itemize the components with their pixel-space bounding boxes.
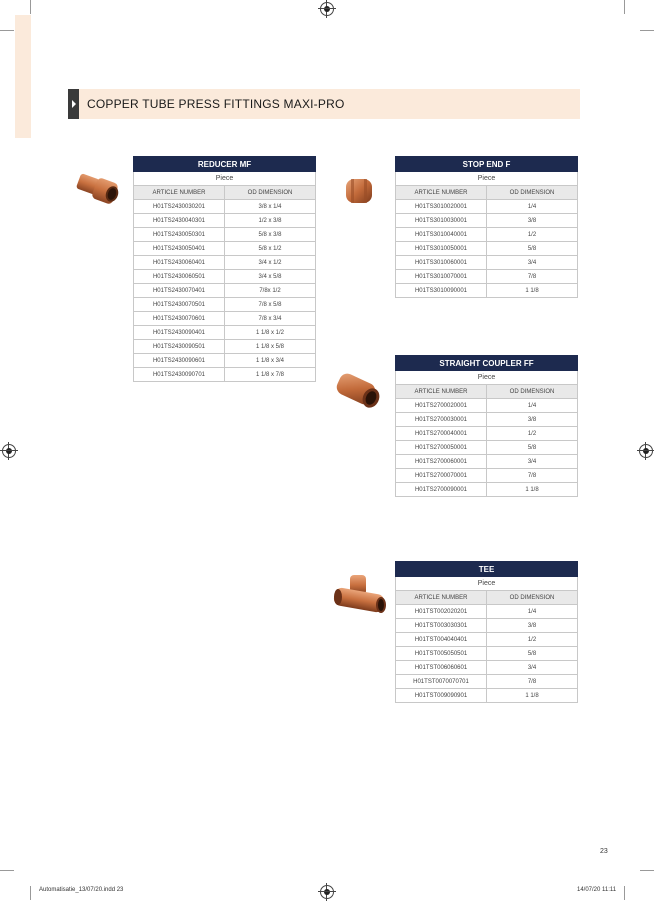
table-row	[134, 354, 316, 368]
od-dimension-cell: 1/2	[487, 228, 578, 242]
crop-mark	[640, 30, 654, 31]
registration-mark-icon	[320, 2, 334, 16]
article-number-cell: H01TS2430070501	[134, 298, 225, 312]
stop-end-f-table	[395, 156, 578, 298]
tee-fitting-image	[332, 573, 388, 615]
table-row	[396, 469, 578, 483]
table-row	[396, 200, 578, 214]
od-dimension-cell: 3/4 x 5/8	[225, 270, 316, 284]
tee-table	[395, 561, 578, 703]
unit-label: Piece	[396, 577, 578, 591]
od-dimension-cell: 1 1/8	[487, 483, 578, 497]
od-dimension-cell: 1/4	[487, 605, 578, 619]
footer-file-label: Automatisatie_13/07/20.indd 23	[39, 887, 124, 893]
table-row	[134, 256, 316, 270]
registration-mark-icon	[2, 444, 16, 458]
table-row	[134, 368, 316, 382]
table-row	[396, 661, 578, 675]
crop-mark	[624, 886, 625, 900]
chevron-right-icon	[68, 89, 79, 119]
od-dimension-cell: 1 1/8	[487, 284, 578, 298]
article-number-cell: H01TS2700060001	[396, 455, 487, 469]
table-row	[396, 427, 578, 441]
table-title: STRAIGHT COUPLER FF	[396, 356, 578, 371]
table-row	[134, 312, 316, 326]
column-header-dimension: OD DIMENSION	[487, 591, 578, 605]
article-number-cell: H01TS3010070001	[396, 270, 487, 284]
table-row	[396, 633, 578, 647]
od-dimension-cell: 5/8 x 3/8	[225, 228, 316, 242]
table-row	[396, 256, 578, 270]
od-dimension-cell: 1 1/8 x 3/4	[225, 354, 316, 368]
section-banner	[68, 89, 580, 119]
od-dimension-cell: 7/8	[487, 270, 578, 284]
article-number-cell: H01TS2700070001	[396, 469, 487, 483]
table-row	[396, 214, 578, 228]
unit-label: Piece	[396, 371, 578, 385]
column-header-dimension: OD DIMENSION	[487, 186, 578, 200]
column-header-article: ARTICLE NUMBER	[396, 591, 487, 605]
reducer-fitting-image	[76, 170, 122, 206]
table-row	[396, 399, 578, 413]
article-number-cell: H01TS3010060001	[396, 256, 487, 270]
table-row	[396, 689, 578, 703]
table-row	[396, 242, 578, 256]
od-dimension-cell: 5/8	[487, 647, 578, 661]
table-row	[396, 483, 578, 497]
article-number-cell: H01TS2700090001	[396, 483, 487, 497]
article-number-cell: H01TS3010020001	[396, 200, 487, 214]
article-number-cell: H01TS2430040301	[134, 214, 225, 228]
od-dimension-cell: 7/8	[487, 675, 578, 689]
stop-end-fitting-image	[343, 177, 375, 205]
article-number-cell: H01TS2430050401	[134, 242, 225, 256]
od-dimension-cell: 7/8 x 5/8	[225, 298, 316, 312]
table-row	[396, 675, 578, 689]
article-number-cell: H01TS3010090001	[396, 284, 487, 298]
od-dimension-cell: 5/8	[487, 441, 578, 455]
od-dimension-cell: 1/4	[487, 200, 578, 214]
table-row	[134, 228, 316, 242]
column-header-article: ARTICLE NUMBER	[396, 186, 487, 200]
article-number-cell: H01TS2430090501	[134, 340, 225, 354]
registration-mark-icon	[320, 885, 334, 899]
article-number-cell: H01TS2430090601	[134, 354, 225, 368]
article-number-cell: H01TST002020201	[396, 605, 487, 619]
article-number-cell: H01TS2430060501	[134, 270, 225, 284]
article-number-cell: H01TST004040401	[396, 633, 487, 647]
od-dimension-cell: 5/8 x 1/2	[225, 242, 316, 256]
article-number-cell: H01TST0070070701	[396, 675, 487, 689]
section-title: COPPER TUBE PRESS FITTINGS MAXI-PRO	[87, 97, 345, 111]
article-number-cell: H01TST006060601	[396, 661, 487, 675]
od-dimension-cell: 3/4	[487, 256, 578, 270]
od-dimension-cell: 1/2 x 3/8	[225, 214, 316, 228]
article-number-cell: H01TS2430070401	[134, 284, 225, 298]
table-row	[396, 455, 578, 469]
od-dimension-cell: 3/4 x 1/2	[225, 256, 316, 270]
table-row	[134, 200, 316, 214]
table-row	[134, 298, 316, 312]
crop-mark	[0, 30, 14, 31]
table-row	[396, 228, 578, 242]
article-number-cell: H01TST005050501	[396, 647, 487, 661]
article-number-cell: H01TS3010040001	[396, 228, 487, 242]
straight-coupler-ff-table	[395, 355, 578, 497]
od-dimension-cell: 1 1/8	[487, 689, 578, 703]
straight-coupler-fitting-image	[333, 370, 381, 412]
table-row	[396, 647, 578, 661]
unit-label: Piece	[396, 172, 578, 186]
od-dimension-cell: 7/8 x 3/4	[225, 312, 316, 326]
article-number-cell: H01TS2700020001	[396, 399, 487, 413]
table-row	[134, 214, 316, 228]
article-number-cell: H01TS3010030001	[396, 214, 487, 228]
column-header-article: ARTICLE NUMBER	[134, 186, 225, 200]
od-dimension-cell: 1/2	[487, 633, 578, 647]
article-number-cell: H01TS2430070601	[134, 312, 225, 326]
column-header-article: ARTICLE NUMBER	[396, 385, 487, 399]
article-number-cell: H01TS3010050001	[396, 242, 487, 256]
table-title: TEE	[396, 562, 578, 577]
page-number: 23	[600, 848, 608, 855]
od-dimension-cell: 3/4	[487, 661, 578, 675]
registration-mark-icon	[639, 444, 653, 458]
table-row	[134, 270, 316, 284]
table-title: REDUCER MF	[134, 157, 316, 172]
table-row	[396, 413, 578, 427]
crop-mark	[30, 0, 31, 14]
article-number-cell: H01TS2700030001	[396, 413, 487, 427]
od-dimension-cell: 1 1/8 x 7/8	[225, 368, 316, 382]
crop-mark	[30, 886, 31, 900]
od-dimension-cell: 7/8x 1/2	[225, 284, 316, 298]
reducer-mf-table	[133, 156, 316, 382]
od-dimension-cell: 7/8	[487, 469, 578, 483]
table-row	[396, 619, 578, 633]
od-dimension-cell: 1 1/8 x 5/8	[225, 340, 316, 354]
table-row	[396, 270, 578, 284]
od-dimension-cell: 3/8	[487, 413, 578, 427]
od-dimension-cell: 3/8 x 1/4	[225, 200, 316, 214]
table-row	[134, 326, 316, 340]
article-number-cell: H01TS2430090401	[134, 326, 225, 340]
footer-date-label: 14/07/20 11:11	[577, 887, 617, 893]
article-number-cell: H01TS2430090701	[134, 368, 225, 382]
column-header-dimension: OD DIMENSION	[225, 186, 316, 200]
table-row	[134, 340, 316, 354]
od-dimension-cell: 5/8	[487, 242, 578, 256]
od-dimension-cell: 3/8	[487, 619, 578, 633]
article-number-cell: H01TST009090901	[396, 689, 487, 703]
od-dimension-cell: 1/2	[487, 427, 578, 441]
side-accent-band	[15, 15, 31, 138]
table-row	[396, 605, 578, 619]
article-number-cell: H01TS2430050301	[134, 228, 225, 242]
column-header-dimension: OD DIMENSION	[487, 385, 578, 399]
table-row	[396, 284, 578, 298]
od-dimension-cell: 1/4	[487, 399, 578, 413]
crop-mark	[640, 870, 654, 871]
table-row	[134, 242, 316, 256]
od-dimension-cell: 3/4	[487, 455, 578, 469]
article-number-cell: H01TS2700050001	[396, 441, 487, 455]
crop-mark	[624, 0, 625, 14]
unit-label: Piece	[134, 172, 316, 186]
article-number-cell: H01TS2430030201	[134, 200, 225, 214]
crop-mark	[0, 870, 14, 871]
od-dimension-cell: 3/8	[487, 214, 578, 228]
od-dimension-cell: 1 1/8 x 1/2	[225, 326, 316, 340]
table-title: STOP END F	[396, 157, 578, 172]
article-number-cell: H01TS2700040001	[396, 427, 487, 441]
article-number-cell: H01TS2430060401	[134, 256, 225, 270]
table-row	[134, 284, 316, 298]
article-number-cell: H01TST003030301	[396, 619, 487, 633]
table-row	[396, 441, 578, 455]
